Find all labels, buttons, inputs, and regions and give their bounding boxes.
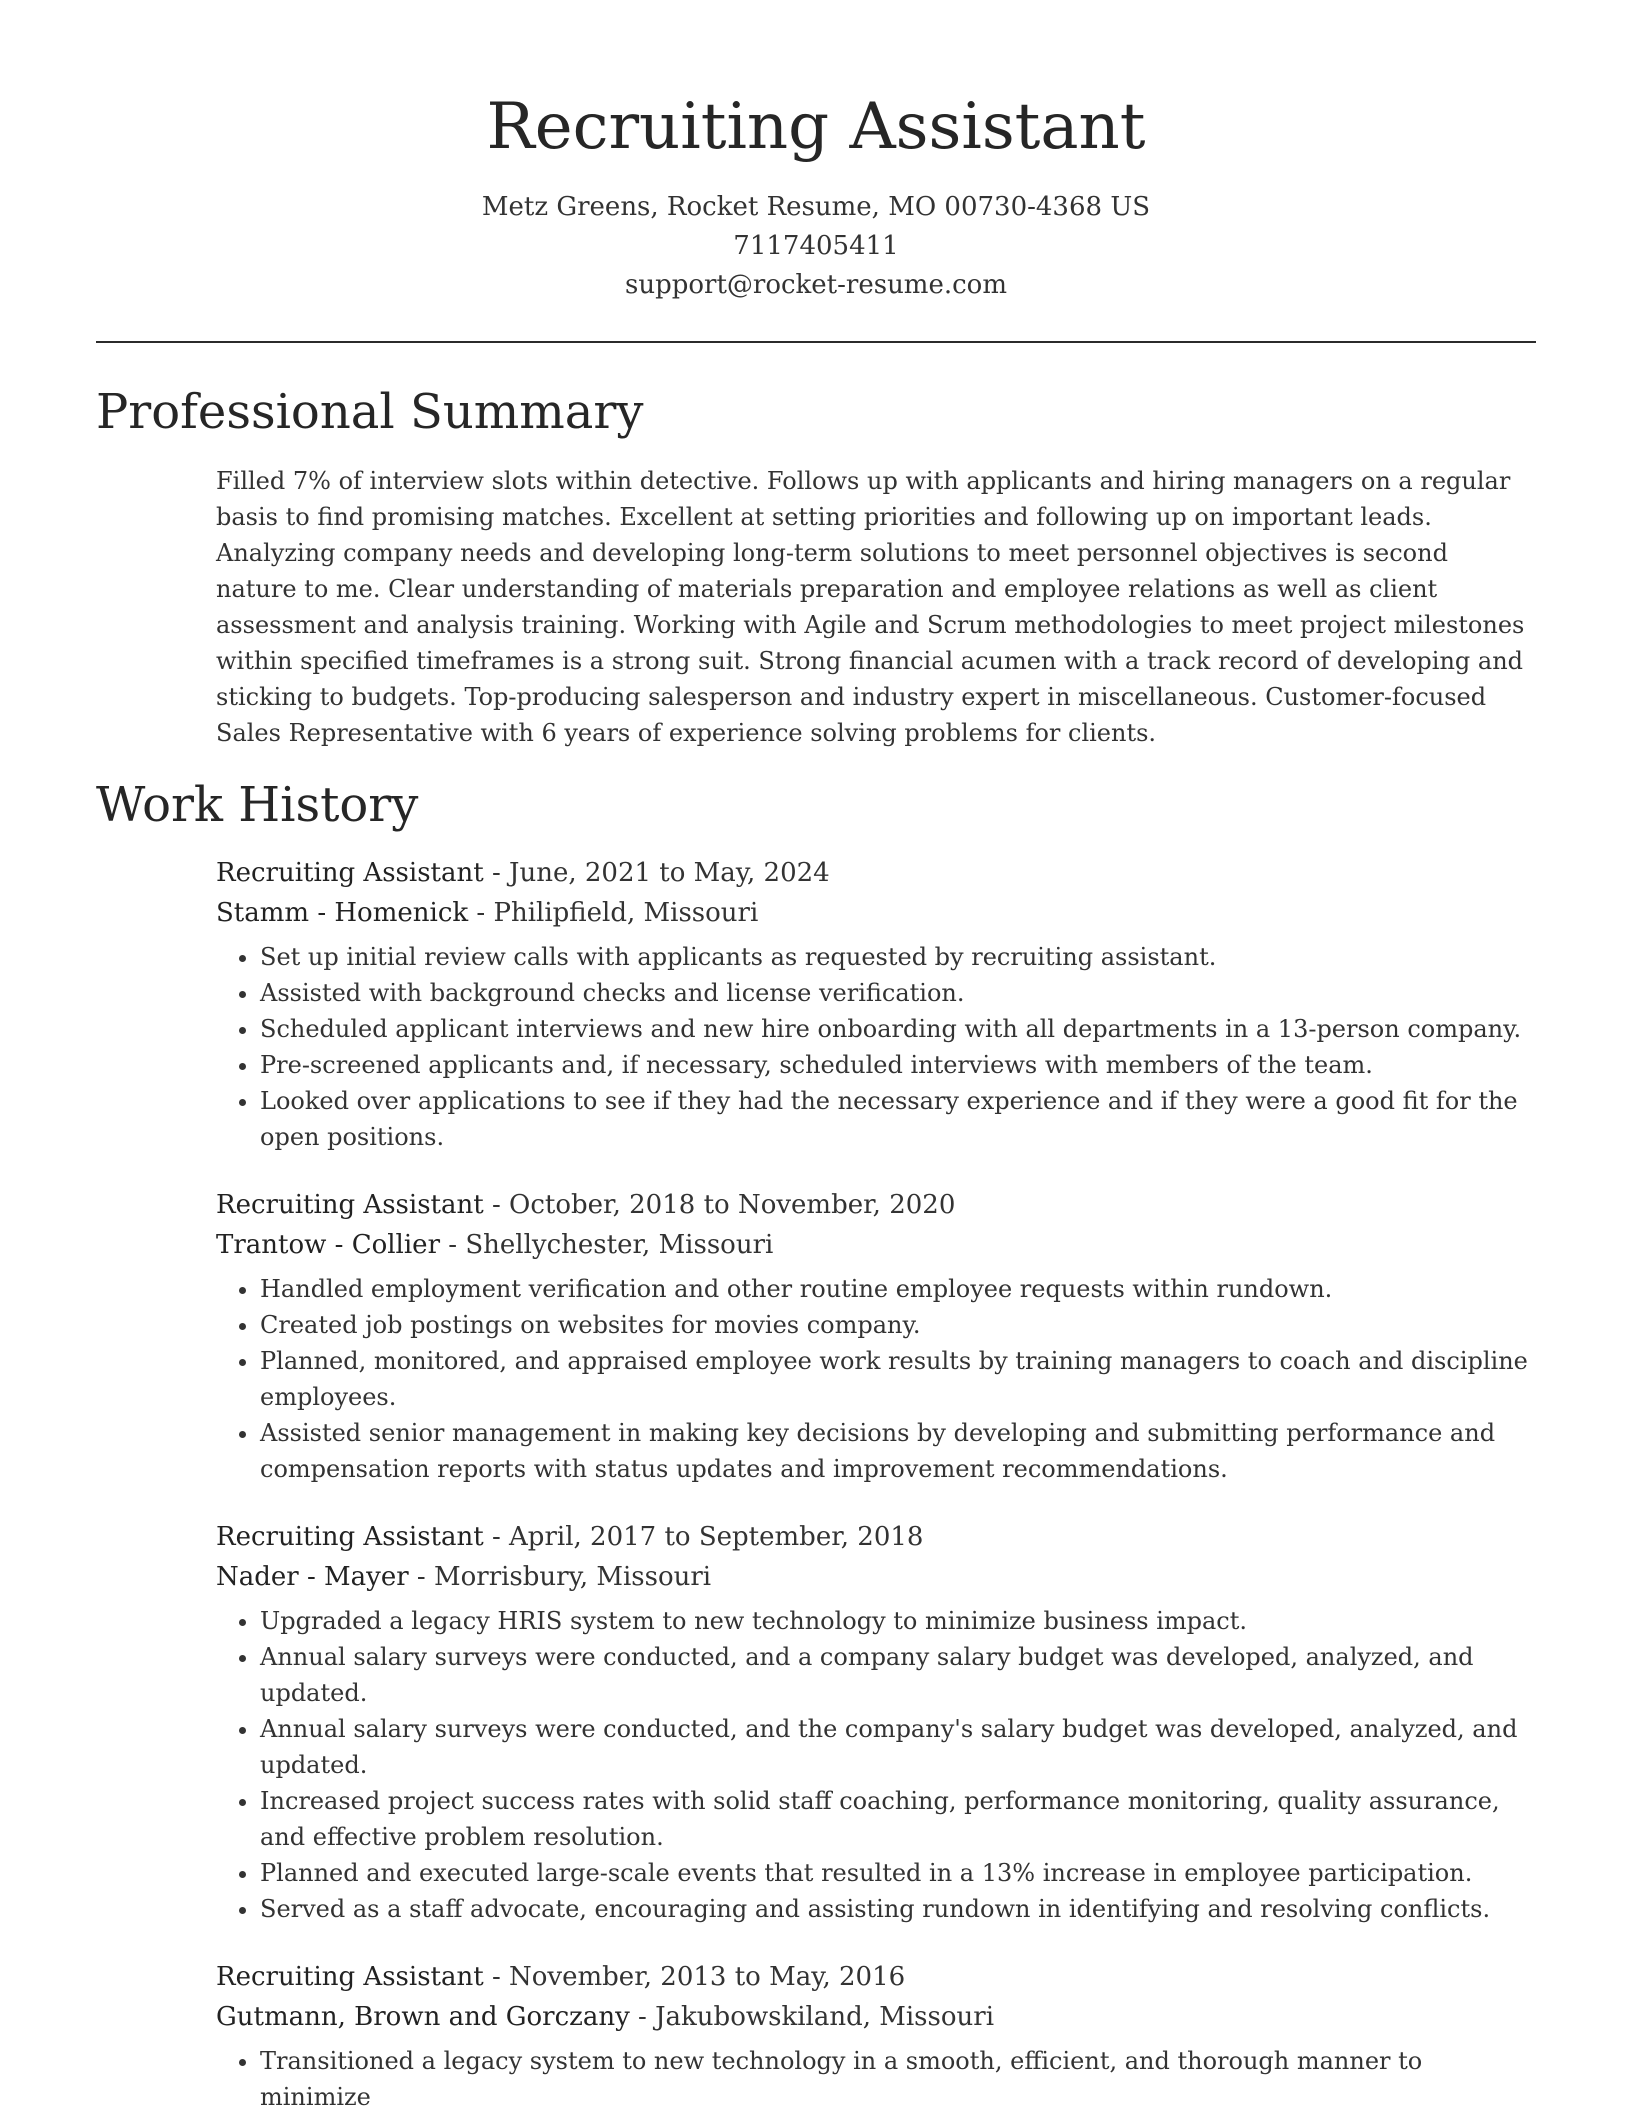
work-history-heading: Work History	[96, 777, 419, 833]
job-bullet: • Assisted senior management in making key decisions by developing and submitting performance and compensation reports with status updates and improvement recommendations.	[260, 1415, 1536, 1487]
job-company-line: Trantow - Collier - Shellychester, Missouri	[216, 1230, 774, 1260]
header-divider	[96, 341, 1536, 343]
job-bullets	[216, 939, 1536, 1155]
job-entry	[216, 1957, 1536, 2112]
job-bullet: • Pre-screened applicants and, if necessary, scheduled interviews with members of the team.	[260, 1047, 1536, 1083]
job-location: Shellychester, Missouri	[465, 1230, 774, 1260]
job-company: Nader - Mayer	[216, 1562, 409, 1592]
job-company-line: Stamm - Homenick - Philipfield, Missouri	[216, 898, 759, 928]
job-company: Trantow - Collier	[216, 1230, 440, 1260]
job-bullets	[216, 2043, 1536, 2112]
job-dates: October, 2018 to November, 2020	[509, 1190, 956, 1220]
job-bullet: • Upgraded a legacy HRIS system to new technology to minimize business impact.	[260, 1603, 1536, 1639]
job-bullet: • Served as a staff advocate, encouraging and assisting rundown in identifying and resolving conflicts.	[260, 1891, 1536, 1927]
job-bullet: • Increased project success rates with solid staff coaching, performance monitoring, quality assurance, and effective problem resolution.	[260, 1783, 1536, 1855]
job-dates: April, 2017 to September, 2018	[509, 1522, 924, 1552]
job-bullet: • Set up initial review calls with applicants as requested by recruiting assistant.	[260, 939, 1536, 975]
job-title-line: Recruiting Assistant - November, 2013 to May, 2016	[216, 1962, 906, 1992]
contact-email: support@rocket-resume.com	[624, 270, 1007, 300]
job-title: Recruiting Assistant	[216, 858, 484, 888]
job-bullet: • Planned, monitored, and appraised employee work results by training managers to coach and discipline employees.	[260, 1343, 1536, 1415]
job-entry	[216, 1185, 1536, 1487]
job-company-line: Gutmann, Brown and Gorczany - Jakubowskiland, Missouri	[216, 2002, 995, 2032]
job-dates: June, 2021 to May, 2024	[509, 858, 830, 888]
job-bullets	[216, 1271, 1536, 1487]
job-bullet: • Created job postings on websites for movies company.	[260, 1307, 1536, 1343]
job-location: Philipfield, Missouri	[493, 898, 759, 928]
job-bullet: • Annual salary surveys were conducted, and the company's salary budget was developed, analyzed, and updated.	[260, 1711, 1536, 1783]
job-location: Morrisbury, Missouri	[433, 1562, 712, 1592]
job-bullets	[216, 1603, 1536, 1927]
job-title-line: Recruiting Assistant - June, 2021 to May, 2024	[216, 858, 830, 888]
job-bullet: • Looked over applications to see if they had the necessary experience and if they were a good fit for the open positions.	[260, 1083, 1536, 1155]
contact-address: Metz Greens, Rocket Resume, MO 00730-4368 US	[481, 192, 1151, 222]
job-dates: November, 2013 to May, 2016	[509, 1962, 906, 1992]
resume-header	[96, 82, 1536, 305]
job-title: Recruiting Assistant	[216, 1190, 484, 1220]
job-bullet: • Assisted with background checks and license verification.	[260, 975, 1536, 1011]
job-title-line: Recruiting Assistant - April, 2017 to September, 2018	[216, 1522, 924, 1552]
job-bullet: • Planned and executed large-scale events that resulted in a 13% increase in employee participation.	[260, 1855, 1536, 1891]
job-bullet: • Annual salary surveys were conducted, and a company salary budget was developed, analyzed, and updated.	[260, 1639, 1536, 1711]
job-entry	[216, 1517, 1536, 1927]
job-company-line: Nader - Mayer - Morrisbury, Missouri	[216, 1562, 712, 1592]
job-company: Stamm - Homenick	[216, 898, 469, 928]
summary-text: Filled 7% of interview slots within detective. Follows up with applicants and hiring managers on a regular basis to find promising matches. Excellent at setting priorities and following up on important leads. Analyzing company needs and developing long-term solutions to meet personnel objectives is second nature to me. Clear understanding of materials preparation and employee relations as well as client assessment and analysis training. Working with Agile and Scrum methodologies to meet project milestones within specified timeframes is a strong suit. Strong financial acumen with a track record of developing and sticking to budgets. Top-producing salesperson and industry expert in miscellaneous. Customer-focused Sales Representative with 6 years of experience solving problems for clients.	[216, 467, 1525, 747]
job-bullet: • Scheduled applicant interviews and new hire onboarding with all departments in a 13-person company.	[260, 1011, 1536, 1047]
job-company: Gutmann, Brown and Gorczany	[216, 2002, 630, 2032]
job-bullet: • Transitioned a legacy system to new technology in a smooth, efficient, and thorough manner to minimize	[260, 2043, 1536, 2112]
summary-heading: Professional Summary	[96, 384, 644, 440]
work-history-list	[216, 853, 1536, 2112]
job-location: Jakubowskiland, Missouri	[655, 2002, 995, 2032]
job-title-line: Recruiting Assistant - October, 2018 to November, 2020	[216, 1190, 956, 1220]
job-title: Recruiting Assistant	[216, 1962, 484, 1992]
contact-phone: 7117405411	[733, 231, 899, 261]
job-bullet: • Handled employment verification and other routine employee requests within rundown.	[260, 1271, 1536, 1307]
job-entry	[216, 853, 1536, 1155]
candidate-name: Recruiting Assistant	[486, 90, 1146, 164]
job-title: Recruiting Assistant	[216, 1522, 484, 1552]
